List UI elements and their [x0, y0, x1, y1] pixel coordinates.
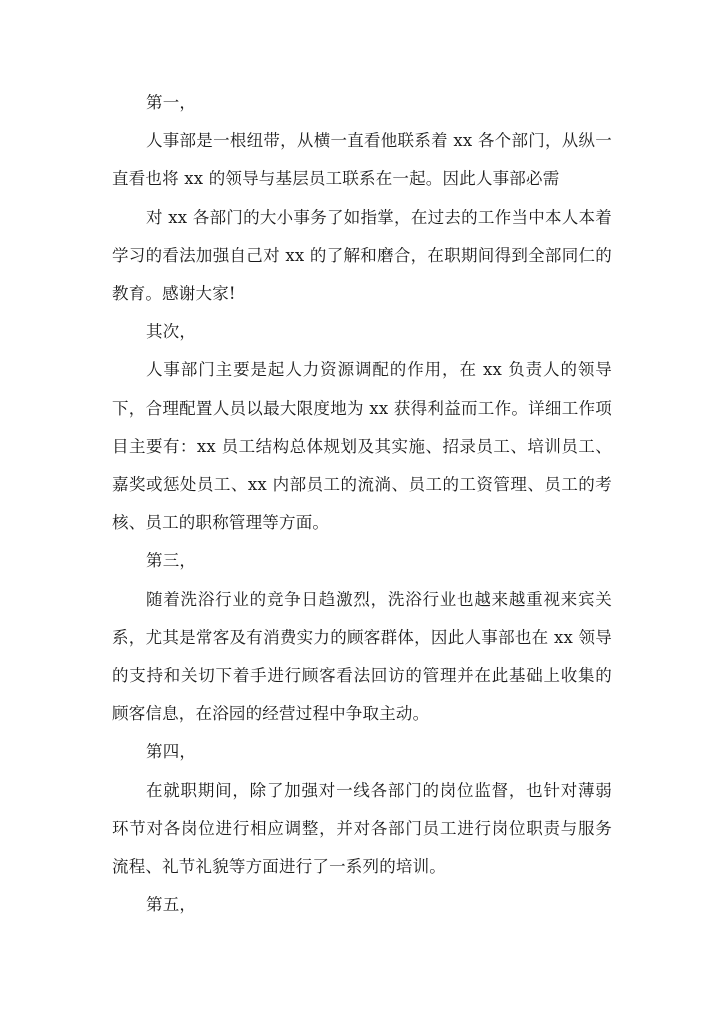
- section-heading-4: 第四，: [146, 742, 197, 762]
- section-heading-2: 其次，: [146, 322, 197, 342]
- section-heading-1: 第一，: [146, 93, 197, 112]
- paragraph: 人事部是一根纽带，从横一直看他联系着 xx 各个部门，从纵一直看也将 xx 的领导与基层员工联系在一起。因此人事部必需: [112, 131, 612, 189]
- paragraph: 在就职期间，除了加强对一线各部门的岗位监督，也针对薄弱环节对各岗位进行相应调整，并对各部门员工进行岗位职责与服务流程、礼节礼貌等方面进行了一系列的培训。: [112, 780, 612, 877]
- paragraph: 对 xx 各部门的大小事务了如指掌，在过去的工作当中本人本着学习的看法加强自己对 xx 的了解和磨合，在职期间得到全部同仁的教育。感谢大家!: [112, 207, 612, 304]
- section-heading-5: 第五，: [146, 895, 197, 915]
- paragraph: 人事部门主要是起人力资源调配的作用，在 xx 负责人的领导下，合理配置人员以最大限度地为 xx 获得利益而工作。详细工作项目主要有：xx 员工结构总体规划及其实施、招录员工、培训员工、嘉奖或惩处员工、xx 内部员工的流淌、员工的工资管理、员工的考核、员工的职称管理等方面。: [112, 360, 612, 533]
- paragraph: 随着洗浴行业的竞争日趋激烈，洗浴行业也越来越重视来宾关系，尤其是常客及有消费实力的顾客群体，因此人事部也在 xx 领导的支持和关切下着手进行顾客看法回访的管理并在此基础上收集的顾客信息，在浴园的经营过程中争取主动。: [112, 589, 612, 724]
- document-body: [112, 84, 612, 924]
- section-heading-3: 第三，: [146, 551, 197, 571]
